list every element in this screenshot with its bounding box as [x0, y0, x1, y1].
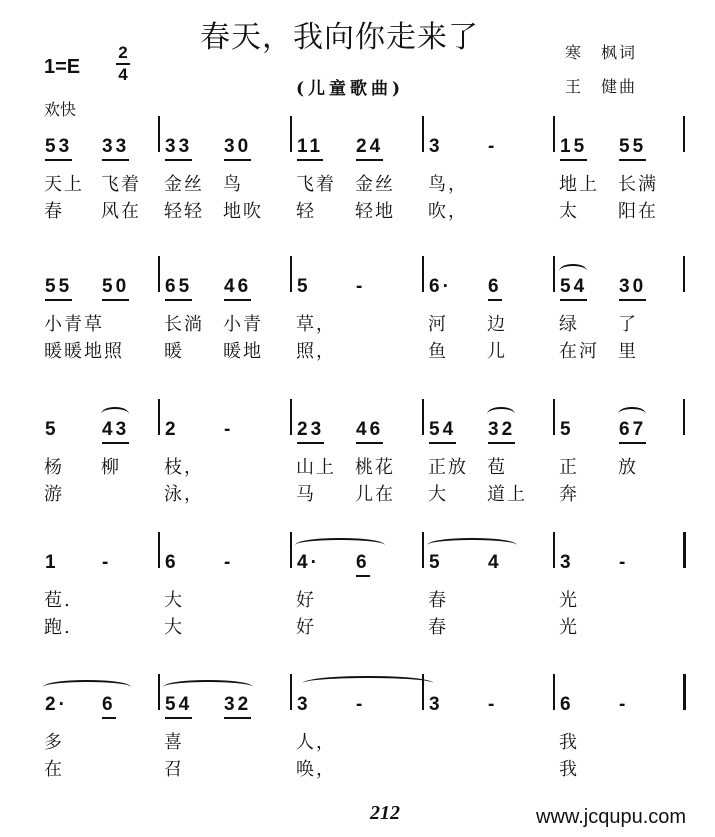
barline [290, 532, 292, 568]
lyric-syllable: 太 [559, 201, 579, 222]
note: 6· [429, 276, 452, 297]
tie-mark [303, 676, 433, 690]
note: 30 [619, 276, 646, 301]
note: - [488, 136, 498, 157]
slur-mark [163, 680, 253, 694]
note: 46 [224, 276, 251, 301]
lyric-syllable: 正 [559, 457, 579, 478]
lyric-syllable: 阳在 [618, 201, 658, 222]
note: 1 [45, 552, 59, 573]
barline [553, 399, 555, 435]
note: 53 [45, 136, 72, 161]
note: 54 [560, 276, 587, 301]
barline [553, 532, 555, 568]
watermark-url: www.jcqupu.com [536, 806, 687, 828]
lyric-syllable: 跑. [44, 617, 72, 638]
lyric-syllable: 马 [296, 484, 316, 505]
note: 54 [165, 694, 192, 719]
note: - [356, 694, 366, 715]
note: 5 [560, 419, 574, 440]
lyric-syllable: 里 [618, 341, 638, 362]
lyric-syllable: 唤， [296, 759, 336, 780]
lyric-syllable: 河 [428, 314, 448, 335]
lyric-syllable: 人， [296, 732, 336, 753]
barline [158, 674, 160, 710]
time-sig-top: 2 [118, 43, 128, 62]
slur-mark [427, 538, 517, 552]
slur-mark [487, 407, 515, 421]
note: 3 [560, 552, 574, 573]
note: 67 [619, 419, 646, 444]
barline [422, 256, 424, 292]
note: - [619, 694, 629, 715]
lyric-syllable: 吹， [428, 201, 468, 222]
slur-mark [618, 407, 646, 421]
note: 3 [429, 136, 443, 157]
barline [290, 256, 292, 292]
barline [683, 532, 686, 568]
lyric-syllable: 桃花 [355, 457, 395, 478]
note: 33 [165, 136, 192, 161]
barline [422, 532, 424, 568]
barline [553, 256, 555, 292]
lyric-syllable: 风在 [101, 201, 141, 222]
lyric-syllable: 长满 [618, 174, 658, 195]
lyric-syllable: 大 [164, 617, 184, 638]
note: 2 [165, 419, 179, 440]
song-title: 春天，我向你走来了 [200, 20, 479, 55]
lyric-syllable: 苞 [487, 457, 507, 478]
lyric-syllable: 枝， [164, 457, 204, 478]
barline [422, 674, 424, 710]
lyric-syllable: 地吹 [223, 201, 263, 222]
lyric-syllable: 儿在 [355, 484, 395, 505]
note: 3 [297, 694, 311, 715]
barline [290, 116, 292, 152]
note: 32 [224, 694, 251, 719]
barline [683, 399, 685, 435]
note: 15 [560, 136, 587, 161]
lyric-syllable: 好 [296, 590, 316, 611]
barline [158, 532, 160, 568]
note: 6 [356, 552, 370, 577]
lyric-syllable: 大 [164, 590, 184, 611]
lyric-syllable: 春 [428, 590, 448, 611]
slur-mark [559, 264, 587, 278]
lyric-syllable: 飞着 [296, 174, 336, 195]
note: - [356, 276, 366, 297]
lyric-syllable: 绿 [559, 314, 579, 335]
composer-credit: 王 健曲 [565, 77, 638, 96]
lyric-syllable: 杨 [44, 457, 64, 478]
lyric-syllable: 儿 [487, 341, 507, 362]
note: 4· [297, 552, 320, 573]
lyric-syllable: 暖地 [223, 341, 263, 362]
lyric-syllable: 鸟 [223, 174, 243, 195]
note: 30 [224, 136, 251, 161]
lyric-syllable: 春 [428, 617, 448, 638]
lyric-syllable: 光 [559, 590, 579, 611]
lyric-syllable: 柳 [101, 457, 121, 478]
lyric-syllable: 游 [44, 484, 64, 505]
lyric-syllable: 好 [296, 617, 316, 638]
lyric-syllable: 我 [559, 759, 579, 780]
note: 65 [165, 276, 192, 301]
barline [422, 399, 424, 435]
lyric-syllable: 金丝 [355, 174, 395, 195]
note: - [102, 552, 112, 573]
lyric-syllable: 召 [164, 759, 184, 780]
lyric-syllable: 轻轻 [164, 201, 204, 222]
note: 55 [619, 136, 646, 161]
barline [422, 116, 424, 152]
lyric-syllable: 道上 [487, 484, 527, 505]
note: 4 [488, 552, 502, 573]
lyric-syllable: 喜 [164, 732, 184, 753]
note: 3 [429, 694, 443, 715]
note: 50 [102, 276, 129, 301]
lyric-syllable: 边 [487, 314, 507, 335]
barline [290, 674, 292, 710]
lyric-syllable: 放 [618, 457, 638, 478]
slur-mark [295, 538, 385, 552]
lyric-syllable: 金丝 [164, 174, 204, 195]
page-number: 212 [370, 802, 400, 824]
key-signature: 1=E [44, 56, 81, 78]
note: 6 [560, 694, 574, 715]
note: 5 [45, 419, 59, 440]
barline [158, 116, 160, 152]
lyric-syllable: 奔 [559, 484, 579, 505]
note: 24 [356, 136, 383, 161]
lyric-syllable: 我 [559, 732, 579, 753]
barline [290, 399, 292, 435]
note: 11 [297, 136, 323, 161]
note: 46 [356, 419, 383, 444]
lyric-syllable: 在 [44, 759, 64, 780]
barline [683, 256, 685, 292]
lyric-syllable: 鱼 [428, 341, 448, 362]
note: 5 [429, 552, 443, 573]
note: 6 [102, 694, 116, 719]
lyric-syllable: 正放 [428, 457, 468, 478]
song-subtitle: (儿童歌曲) [296, 79, 405, 99]
lyric-syllable: 轻地 [355, 201, 395, 222]
lyric-syllable: 暖 [164, 341, 184, 362]
note: 23 [297, 419, 324, 444]
lyric-syllable: 多 [44, 732, 64, 753]
note: - [488, 694, 498, 715]
barline [683, 116, 685, 152]
tempo-marking: 欢快 [44, 100, 77, 119]
barline [683, 674, 686, 710]
note: - [224, 552, 234, 573]
time-sig-bottom: 4 [118, 65, 128, 84]
lyric-syllable: 在河 [559, 341, 599, 362]
lyric-syllable: 光 [559, 617, 579, 638]
barline [553, 116, 555, 152]
note: - [224, 419, 234, 440]
slur-mark [43, 680, 131, 694]
note: - [619, 552, 629, 573]
lyricist-credit: 寒 枫词 [565, 43, 638, 62]
lyric-syllable: 大 [428, 484, 448, 505]
lyric-syllable: 飞着 [101, 174, 141, 195]
barline [158, 256, 160, 292]
note: 54 [429, 419, 456, 444]
lyric-syllable: 苞. [44, 590, 72, 611]
time-signature [116, 44, 130, 84]
note: 32 [488, 419, 515, 444]
lyric-syllable: 长淌 [164, 314, 204, 335]
lyric-syllable: 暖暖地照 [44, 341, 124, 362]
lyric-syllable: 照， [296, 341, 336, 362]
lyric-syllable: 鸟， [428, 174, 468, 195]
note: 5 [297, 276, 311, 297]
barline [158, 399, 160, 435]
lyric-syllable: 地上 [559, 174, 599, 195]
note: 43 [102, 419, 129, 444]
lyric-syllable: 轻 [296, 201, 316, 222]
note: 2· [45, 694, 68, 715]
note: 55 [45, 276, 72, 301]
lyric-syllable: 小青 [223, 314, 263, 335]
lyric-syllable: 泳， [164, 484, 204, 505]
lyric-syllable: 春 [44, 201, 64, 222]
slur-mark [101, 407, 129, 421]
lyric-syllable: 山上 [296, 457, 336, 478]
lyric-syllable: 天上 [44, 174, 84, 195]
note: 6 [165, 552, 179, 573]
lyric-syllable: 草， [296, 314, 336, 335]
barline [553, 674, 555, 710]
lyric-syllable: 小青草 [44, 314, 104, 335]
note: 6 [488, 276, 502, 301]
note: 33 [102, 136, 129, 161]
lyric-syllable: 了 [618, 314, 638, 335]
